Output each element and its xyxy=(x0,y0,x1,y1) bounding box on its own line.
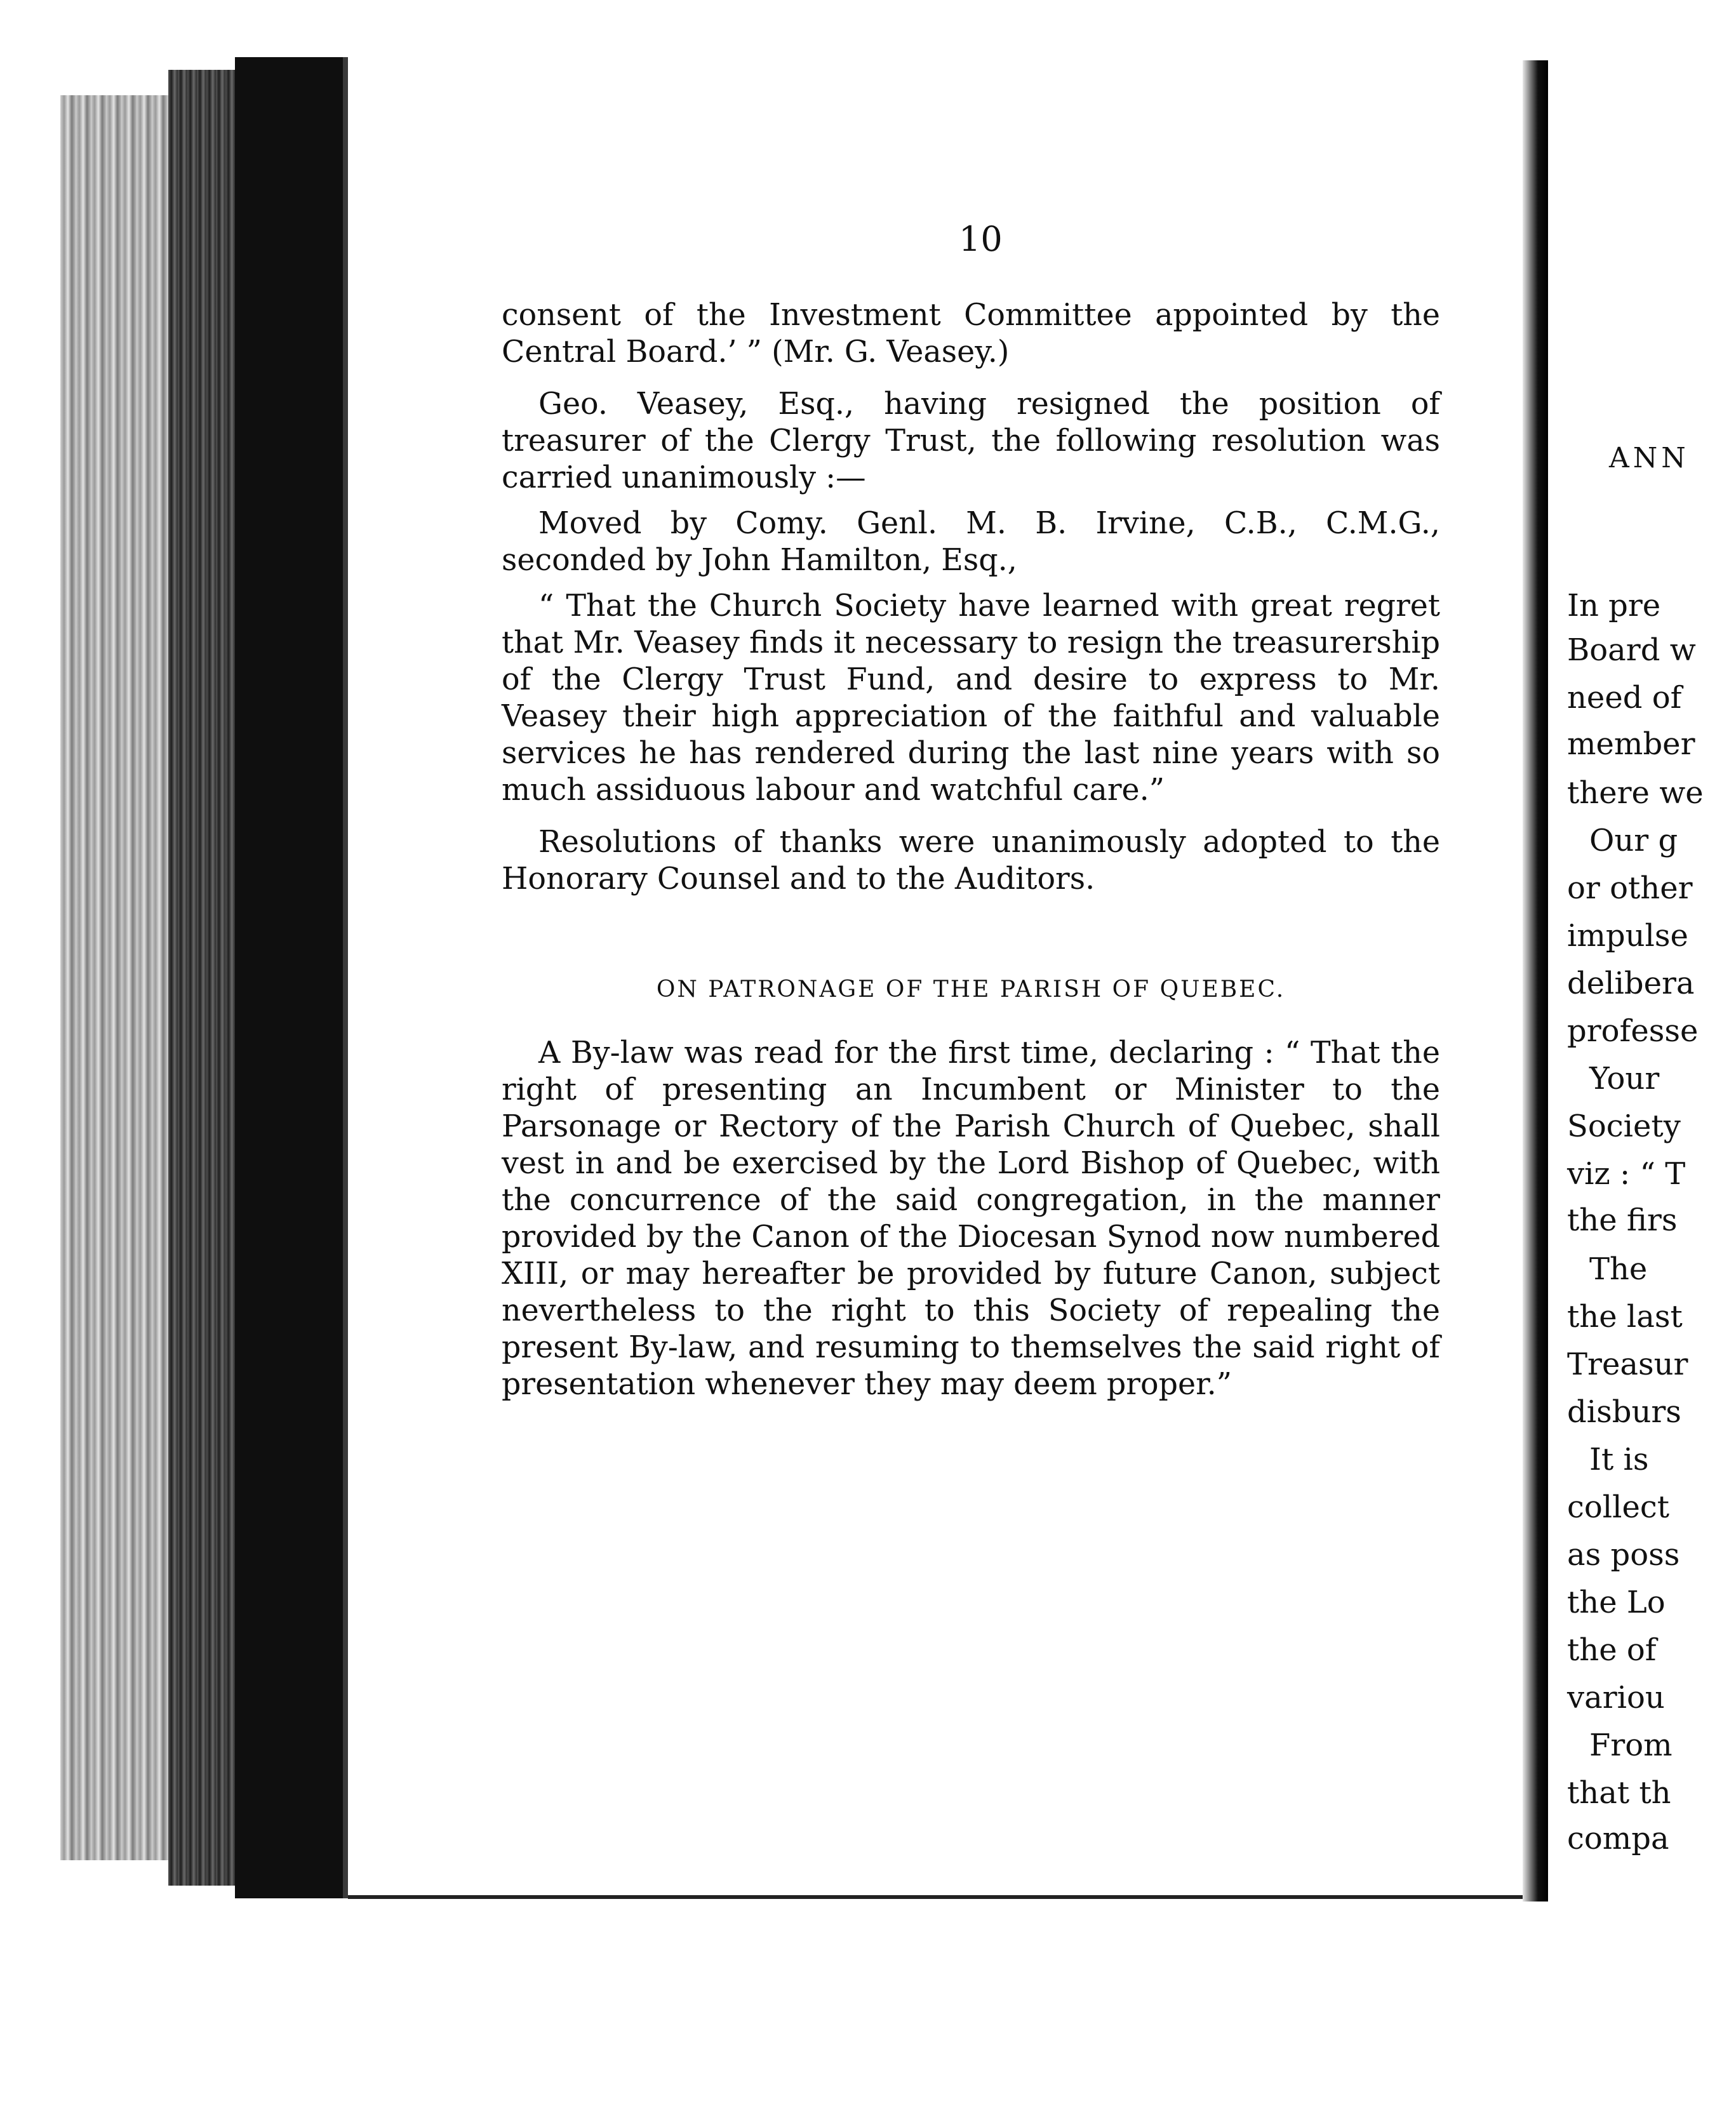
right-page-line: professe xyxy=(1567,1013,1699,1049)
right-page-fragment xyxy=(1548,60,1736,1902)
right-page-line: the last xyxy=(1567,1299,1683,1335)
right-page-line: Your xyxy=(1589,1061,1660,1096)
page-number: 10 xyxy=(959,219,1003,259)
right-page-line: that th xyxy=(1567,1775,1671,1811)
right-page-line: delibera xyxy=(1567,966,1695,1001)
book-edge-binding xyxy=(168,70,235,1886)
right-page-line: In pre xyxy=(1567,588,1661,623)
right-page-line: compa xyxy=(1567,1821,1669,1856)
paragraph-moved-by: Moved by Comy. Genl. M. B. Irvine, C.B., C.M.G., seconded by John Hamilton, Esq., xyxy=(502,506,1440,578)
right-page-line: variou xyxy=(1567,1680,1665,1715)
right-page-line: as poss xyxy=(1567,1537,1680,1573)
page-edge-line xyxy=(343,57,348,1898)
right-page-line: need of xyxy=(1567,680,1682,716)
right-page-line: Our g xyxy=(1589,823,1678,858)
right-page-line: It is xyxy=(1589,1442,1649,1477)
right-page-line: the of xyxy=(1567,1632,1657,1668)
book-spine-shadow xyxy=(235,57,343,1898)
right-page-line: Treasur xyxy=(1567,1347,1688,1382)
section-heading: ON PATRONAGE OF THE PARISH OF QUEBEC. xyxy=(656,976,1286,1002)
body-text-bylaw xyxy=(502,1035,1440,1403)
right-page-line: viz : “ T xyxy=(1567,1156,1686,1192)
right-page-line: member xyxy=(1567,726,1695,762)
right-page-heading: ANN xyxy=(1609,442,1690,474)
right-page-line: The xyxy=(1589,1251,1648,1287)
right-page-line: the Lo xyxy=(1567,1585,1666,1620)
right-page-line: the firs xyxy=(1567,1202,1678,1238)
paragraph-thanks: Resolutions of thanks were unanimously adopted to the Honorary Counsel and to the Auditors. xyxy=(502,825,1440,896)
page-gutter xyxy=(1523,60,1548,1902)
right-page-line: Board w xyxy=(1567,632,1696,668)
right-page-line: disburs xyxy=(1567,1394,1681,1430)
paragraph-continuation: consent of the Investment Committee appointed by the Central Board.’ ” (Mr. G. Veasey.) xyxy=(502,298,1440,370)
right-page-line: Society xyxy=(1567,1109,1681,1144)
paragraph-resolution-quote: “ That the Church Society have learned with great regret that Mr. Veasey finds it necessary to resign the treasurership of the Clergy Trust Fund, and desire to express to Mr. Veasey their high appreciation of the faithful and valuable services he has rendered during the last nine years with so much assiduous labour and watchful care.” xyxy=(502,589,1440,808)
right-page-line: impulse xyxy=(1567,918,1688,954)
paragraph-bylaw: A By-law was read for the first time, declaring : “ That the right of presenting an Incumbent or Minister to the Parsonage or Rectory of the Parish Church of Quebec, shall vest in and be exercised by the Lord Bishop of Quebec, with the concurrence of the said congregation, in the manner provided by the Canon of the Diocesan Synod now numbered XIII, or may hereafter be provided by future Canon, subject nevertheless to the right to this Society of repealing the present By-law, and resuming to themselves the said right of presentation whenever they may deem proper.” xyxy=(502,1036,1440,1402)
paragraph-resignation: Geo. Veasey, Esq., having resigned the position of treasurer of the Clergy Trust, the following resolution was carried unanimously :— xyxy=(502,387,1440,495)
right-page-line: or other xyxy=(1567,870,1693,906)
book-edge-pages xyxy=(60,95,168,1860)
right-page-line: From xyxy=(1589,1728,1673,1763)
right-page-line: there we xyxy=(1567,775,1704,811)
body-text-top xyxy=(502,297,1440,898)
right-page-line: collect xyxy=(1567,1489,1670,1525)
